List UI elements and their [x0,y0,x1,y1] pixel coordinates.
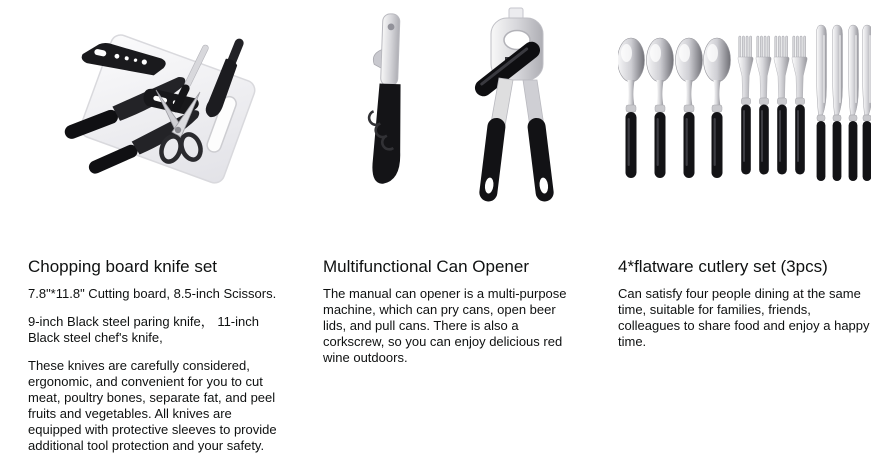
chopping-board-knife-set-image [28,0,281,230]
can-opener [472,8,555,203]
corkscrew-and-can-opener-photo [323,0,576,230]
product-paragraph: These knives are carefully considered, ergonomic, and convenient for you to cut meat, poultry bones, separate fat, and peel fruits and vegetables. All knives are equipped with protective sleeves to provide additional tool protection and your safety. [28,358,277,453]
product-paragraph: The manual can opener is a multi-purpose machine, which can pry cans, open beer lids, and pull cans. There is also a corkscrew, so you can enjoy delicious red wine outdoors. [323,286,567,365]
product-title: Multifunctional Can Opener [323,257,530,276]
product-title: Chopping board knife set [28,257,218,276]
product-column-flatware [618,0,871,464]
flatware-set-image [618,0,871,230]
forks [738,36,807,175]
product-paragraph: 7.8"*11.8" Cutting board, 8.5-inch Scissors. [28,286,277,301]
product-column-can-opener [323,0,576,464]
product-title: 4*flatware cutlery set (3pcs) [618,257,828,276]
table-knives [817,25,872,181]
product-column-chopping-board [28,0,281,464]
product-paragraph: 9-inch Black steel paring knife， 11-inch Black steel chef's knife, [28,314,259,345]
chopping-board-knife-set-photo [28,0,281,230]
corkscrew [367,13,405,184]
can-opener-image [323,0,576,230]
flatware-cutlery-set-photo [618,0,871,230]
spoons [618,38,731,178]
product-paragraph: Can satisfy four people dining at the same time, suitable for families, friends, colleagues to share food and enjoy a happy time. [618,286,870,349]
